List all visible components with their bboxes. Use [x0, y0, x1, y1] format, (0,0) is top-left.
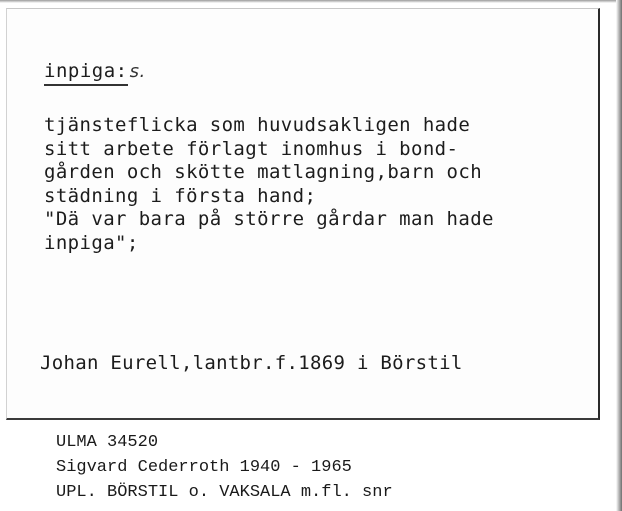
- headword: inpiga:: [44, 60, 128, 86]
- definition-line: inpiga";: [44, 231, 139, 254]
- definition-line: "Dä var bara på större gårdar man hade: [44, 208, 494, 230]
- definition-line: städning i första hand;: [44, 184, 317, 207]
- informant-source: Johan Eurell,lantbr.f.1869 i Börstil: [40, 352, 463, 374]
- definition-text: [44, 114, 604, 255]
- scan-top-edge: [0, 0, 622, 3]
- grammar-label: s.: [129, 61, 146, 82]
- archive-id: ULMA 34520: [56, 433, 159, 452]
- location-line: UPL. BÖRSTIL o. VAKSALA m.fl. snr: [56, 483, 393, 502]
- definition-line: tjänsteflicka som huvudsakligen hade: [44, 114, 471, 136]
- scan-right-edge: [616, 0, 622, 511]
- definition-line: gården och skötte matlagning,barn och: [44, 161, 483, 183]
- definition-line: sitt arbete förlagt inomhus i bond-: [44, 137, 459, 160]
- archive-footer: [56, 430, 393, 505]
- headword-line: [44, 60, 146, 82]
- collector-line: Sigvard Cederroth 1940 - 1965: [56, 458, 352, 477]
